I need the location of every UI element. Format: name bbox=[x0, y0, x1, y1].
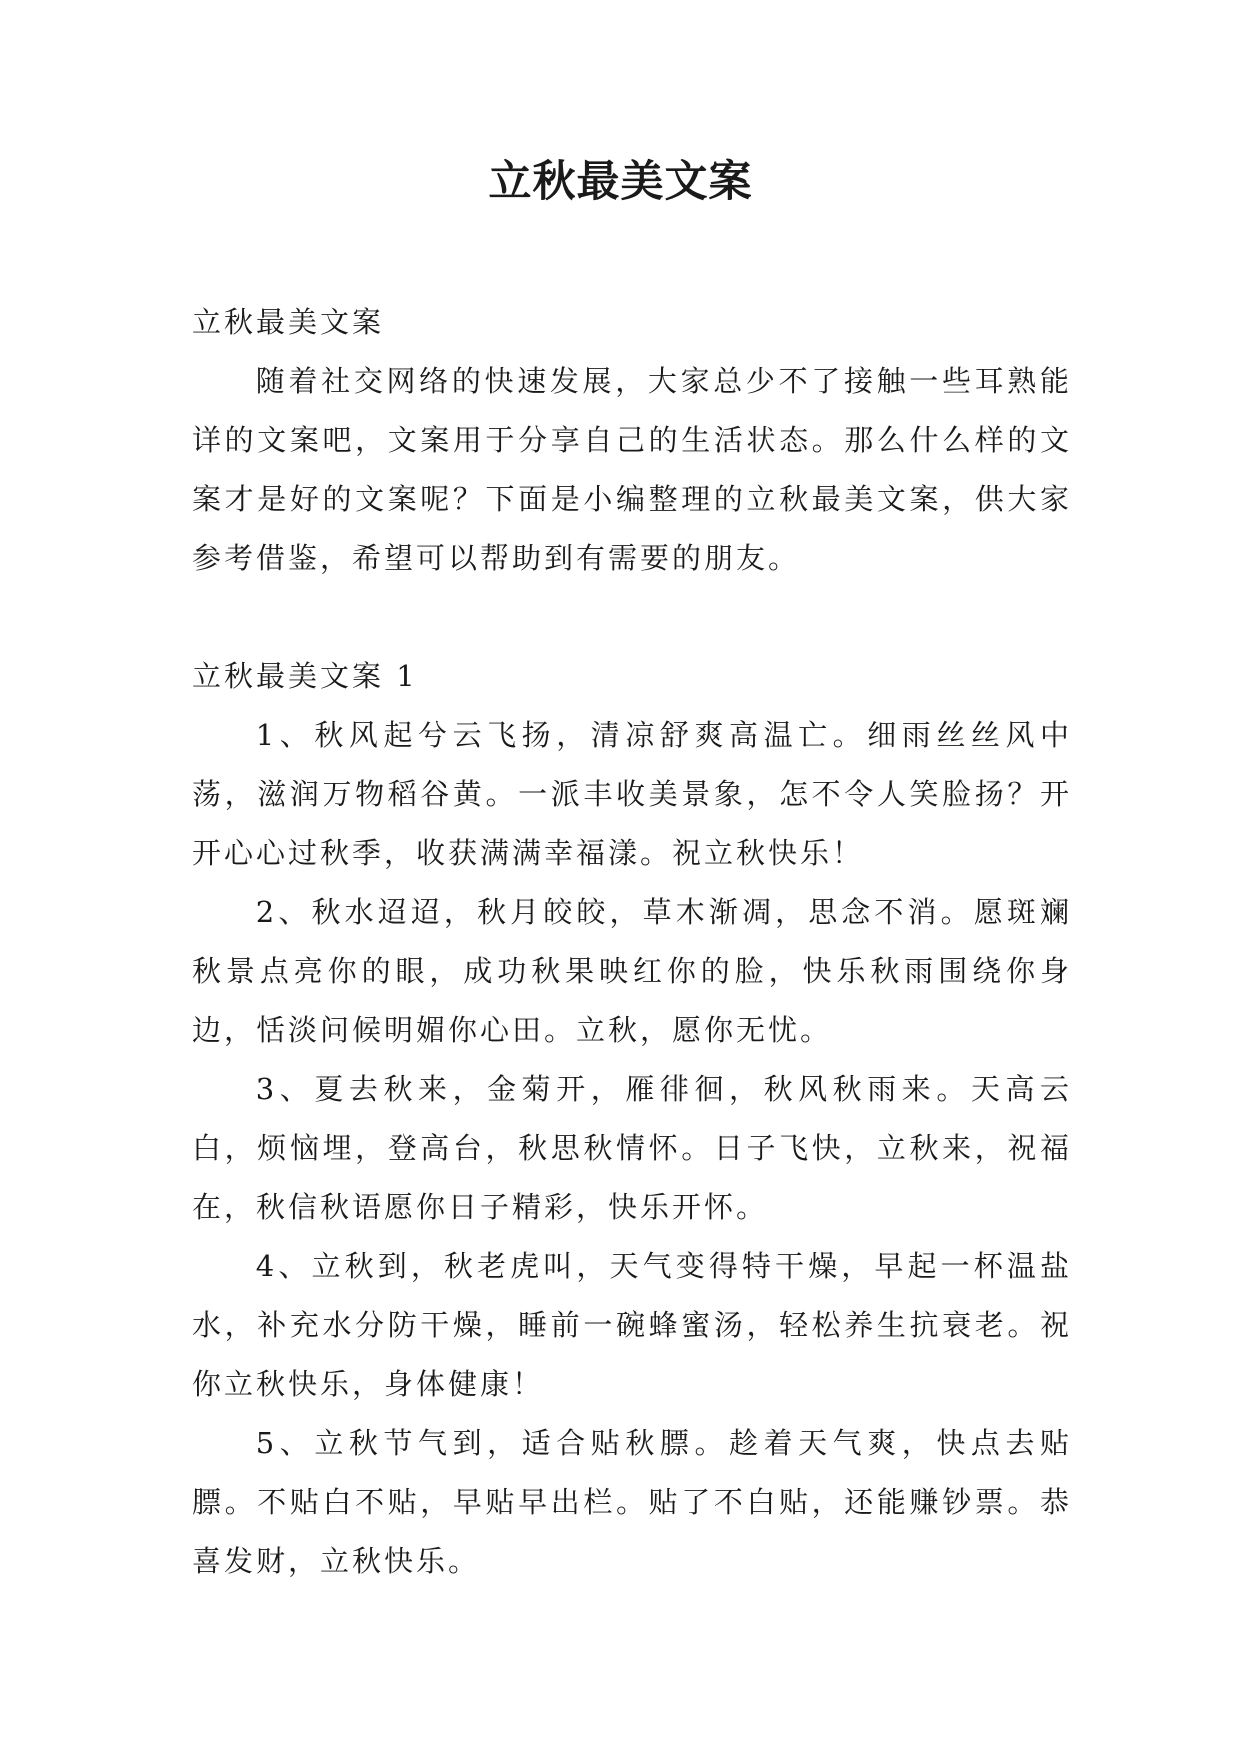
intro-heading: 立秋最美文案 bbox=[192, 305, 385, 339]
section-1-heading: 立秋最美文案 1 bbox=[192, 659, 418, 693]
intro-section bbox=[192, 293, 1072, 588]
intro-paragraph: 随着社交网络的快速发展，大家总少不了接触一些耳熟能详的文案吧，文案用于分享自己的生活状态。那么什么样的文案才是好的文案呢？下面是小编整理的立秋最美文案，供大家参考借鉴，希望可以帮助到有需要的朋友。 bbox=[192, 364, 1072, 575]
section-1-item-1: 1、秋风起兮云飞扬，清凉舒爽高温亡。细雨丝丝风中荡，滋润万物稻谷黄。一派丰收美景象，怎不令人笑脸扬？开开心心过秋季，收获满满幸福漾。祝立秋快乐！ bbox=[192, 718, 1072, 870]
section-1-item-4: 4、立秋到，秋老虎叫，天气变得特干燥，早起一杯温盐水，补充水分防干燥，睡前一碗蜂蜜汤，轻松养生抗衰老。祝你立秋快乐，身体健康！ bbox=[192, 1249, 1072, 1401]
section-1 bbox=[192, 647, 1072, 1591]
section-1-item-2: 2、秋水迢迢，秋月皎皎，草木渐凋，思念不消。愿斑斓秋景点亮你的眼，成功秋果映红你的脸，快乐秋雨围绕你身边，恬淡问候明媚你心田。立秋，愿你无忧。 bbox=[192, 895, 1072, 1047]
document-title: 立秋最美文案 bbox=[488, 157, 753, 207]
section-1-item-3: 3、夏去秋来，金菊开，雁徘徊，秋风秋雨来。天高云白，烦恼埋，登高台，秋思秋情怀。日子飞快，立秋来，祝福在，秋信秋语愿你日子精彩，快乐开怀。 bbox=[192, 1072, 1072, 1224]
section-1-item-5: 5、立秋节气到，适合贴秋膘。趁着天气爽，快点去贴膘。不贴白不贴，早贴早出栏。贴了不白贴，还能赚钞票。恭喜发财，立秋快乐。 bbox=[192, 1426, 1072, 1578]
document-body bbox=[192, 293, 1072, 1591]
